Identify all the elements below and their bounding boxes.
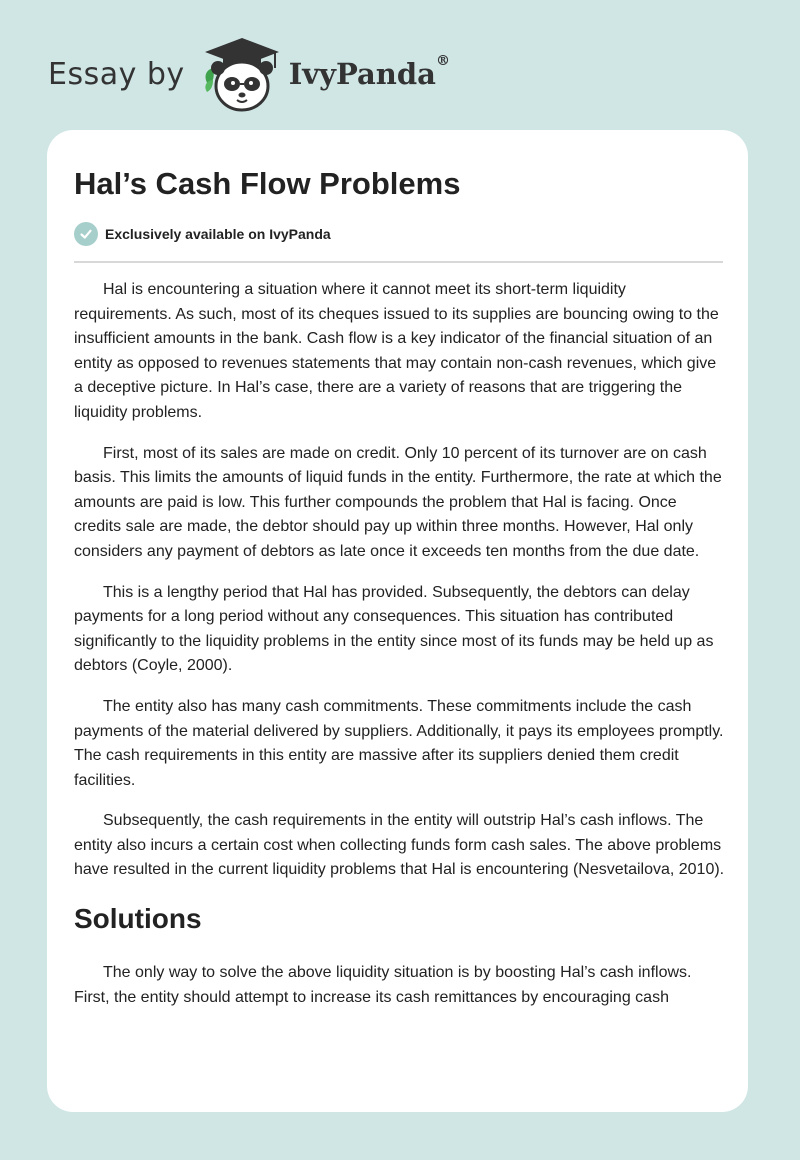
brand-name-text: IvyPanda [288, 57, 436, 91]
section-heading-solutions: Solutions [74, 903, 202, 935]
essay-by-label: Essay by [48, 56, 185, 92]
panda-logo-icon [199, 34, 285, 114]
paragraph: Hal is encountering a situation where it cannot meet its short-term liquidity requirements. As such, most of its cheques issued to its supplies are bouncing owing to the insufficient amounts in the bank. Cash flow is a key indicator of the financial situation of an entity as opposed to revenues statements that may contain non-cash revenues, which give a deceptive picture. In Hal’s case, there are a variety of reasons that are triggering the liquidity problems. [74, 281, 719, 421]
check-circle-icon [74, 222, 98, 246]
exclusive-badge [74, 222, 331, 246]
essay-card [47, 130, 748, 1112]
paragraph: Subsequently, the cash requirements in the entity will outstrip Hal’s cash inflows. The entity also incurs a certain cost when collecting funds form cash sales. The above problems have resulted in the current liquidity problems that Hal is encountering (Nesvetailova, 2010). [74, 812, 725, 879]
registered-mark: ® [435, 53, 450, 69]
title-divider [74, 261, 723, 263]
paragraph: First, most of its sales are made on credit. Only 10 percent of its turnover are on cash basis. This limits the amounts of liquid funds in the entity. Furthermore, the rate at which the amounts are paid is low. This further compounds the problem that Hal is facing. Once credits sale are made, the debtor should pay up within three months. However, Hal only considers any payment of debtors as late once it exceeds ten months from the due date. [74, 444, 722, 560]
paragraph: The entity also has many cash commitments. These commitments include the cash payments of the material delivered by suppliers. Additionally, it pays its employees promptly. The cash requirements in this entity are massive after its suppliers denied them credit facilities. [74, 697, 724, 789]
exclusive-label: Exclusively available on IvyPanda [105, 226, 331, 242]
brand-name [288, 53, 450, 91]
paragraph: The only way to solve the above liquidity situation is by boosting Hal’s cash inflows. First, the entity should attempt to increase its cash remittances by encouraging cash [74, 964, 692, 1006]
essay-body [74, 278, 726, 1026]
paragraph: This is a lengthy period that Hal has provided. Subsequently, the debtors can delay payments for a long period without any consequences. This situation has contributed significantly to the liquidity problems in the entity since most of its funds may be held up as debtors (Coyle, 2000). [74, 583, 714, 675]
site-header-brand[interactable] [48, 34, 508, 114]
page-title: Hal’s Cash Flow Problems [74, 166, 461, 201]
